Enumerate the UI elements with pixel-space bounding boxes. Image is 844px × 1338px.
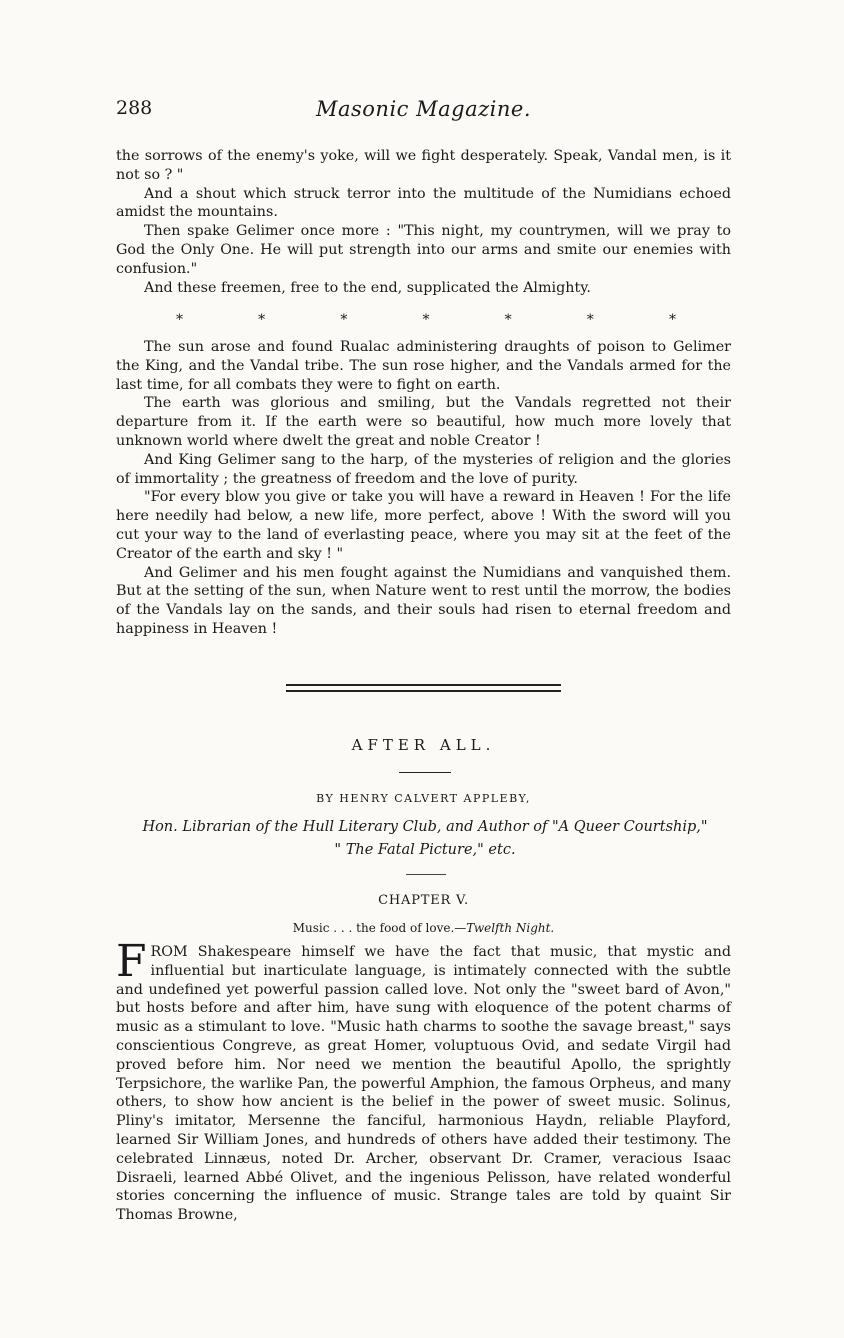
epigraph [116,921,731,935]
page-number: 288 [116,97,153,119]
section-break-stars [176,312,676,328]
star: * [176,312,183,328]
star: * [504,312,512,328]
epigraph-source: Twelfth Night. [466,921,555,935]
paragraph: The earth was glorious and smiling, but the Vandals regretted not their departure from it. If the earth were so beautiful, how much more lovely that unknown world where dwelt the great and noble Creator ! [116,395,731,449]
paragraph: And King Gelimer sang to the harp, of the mysteries of religion and the glories of immortality ; the greatness of freedom and the love of purity. [116,451,731,487]
paragraph: "For every blow you give or take you will have a reward in Heaven ! For the life here needily had below, a new life, more perfect, above ! With the sword will you cut your way to the land of everlasting peace, where you may sit at the feet of the Creator of the earth and sky ! " [116,489,731,562]
paragraph: the sorrows of the enemy's yoke, will we fight desperately. Speak, Vandal men, is it not so ? " [116,148,731,183]
drop-cap: F [116,936,147,987]
chapter-heading: CHAPTER V. [378,893,469,908]
article-title: AFTER ALL. [351,736,496,754]
paragraph: And these freemen, free to the end, supplicated the Almighty. [144,279,591,296]
opening-paragraph: ROM Shakespeare himself we have the fact that music, that mystic and influential but inarticulate language, is intimately connected with the subtle and undefined yet powerful passion called love. Not only the "sweet bard of Avon," but hosts before and after him, have sung with eloquence of the potent charms of music as a stimulant to love. "Music hath charms to soothe the savage breast," says conscientious Congreve, as great Homer, voluptuous Ovid, and sedate Virgil had proved before him. Nor need we mention the beautiful Apollo, the sprightly Terpsichore, the warlike Pan, the powerful Amphion, the famous Orpheus, and many others, to show how ancient is the belief in the power of sweet music. Solinus, Pliny's imitator, Mersenne the fanciful, harmonious Haydn, reliable Playford, learned Sir William Jones, and hundreds of others have added their testimony. The celebrated Linnæus, noted Dr. Archer, observant Dr. Cramer, veracious Isaac Disraeli, learned Abbé Olivet, and the ingenious Pelisson, have related wonderful stories concerning the influence of music. Strange tales are told by quaint Sir Thomas Browne, [116,944,731,1224]
paragraph: And Gelimer and his men fought against the Numidians and vanquished them. But at the setting of the sun, when Nature went to rest until the morrow, the bodies of the Vandals lay on the sands, and their souls had risen to eternal freedom and happiness in Heaven ! [116,564,731,637]
star: * [586,312,594,328]
star: * [340,312,348,328]
epigraph-text: Music . . . the food of love.— [292,921,467,935]
byline-rule [406,874,446,875]
author-affiliation: Hon. Librarian of the Hull Literary Club, and Author of "A Queer Courtship," " The Fatal Picture," etc. [142,819,708,858]
star: * [258,312,266,328]
byline: BY HENRY CALVERT APPLEBY, [316,792,531,805]
paragraph: The sun arose and found Rualac administering draughts of poison to Gelimer the King, and the Vandal tribe. The sun rose higher, and the Vandals armed for the last time, for all combats they were to fight on earth. [116,339,731,393]
running-title: Masonic Magazine. [315,97,531,121]
article-divider [286,684,561,692]
continued-story-bottom [116,338,731,639]
chapter-opening [116,936,731,1225]
continued-story-top [116,147,731,297]
page-header [116,97,731,129]
title-rule [399,772,451,773]
paragraph: And a shout which struck terror into the multitude of the Numidians echoed amidst the mountains. [116,185,731,221]
paragraph: Then spake Gelimer once more : "This night, my countrymen, will we pray to God the Only One. He will put strength into our arms and smite our enemies with confusion." [116,223,731,277]
star: * [668,312,676,328]
star: * [422,312,430,328]
